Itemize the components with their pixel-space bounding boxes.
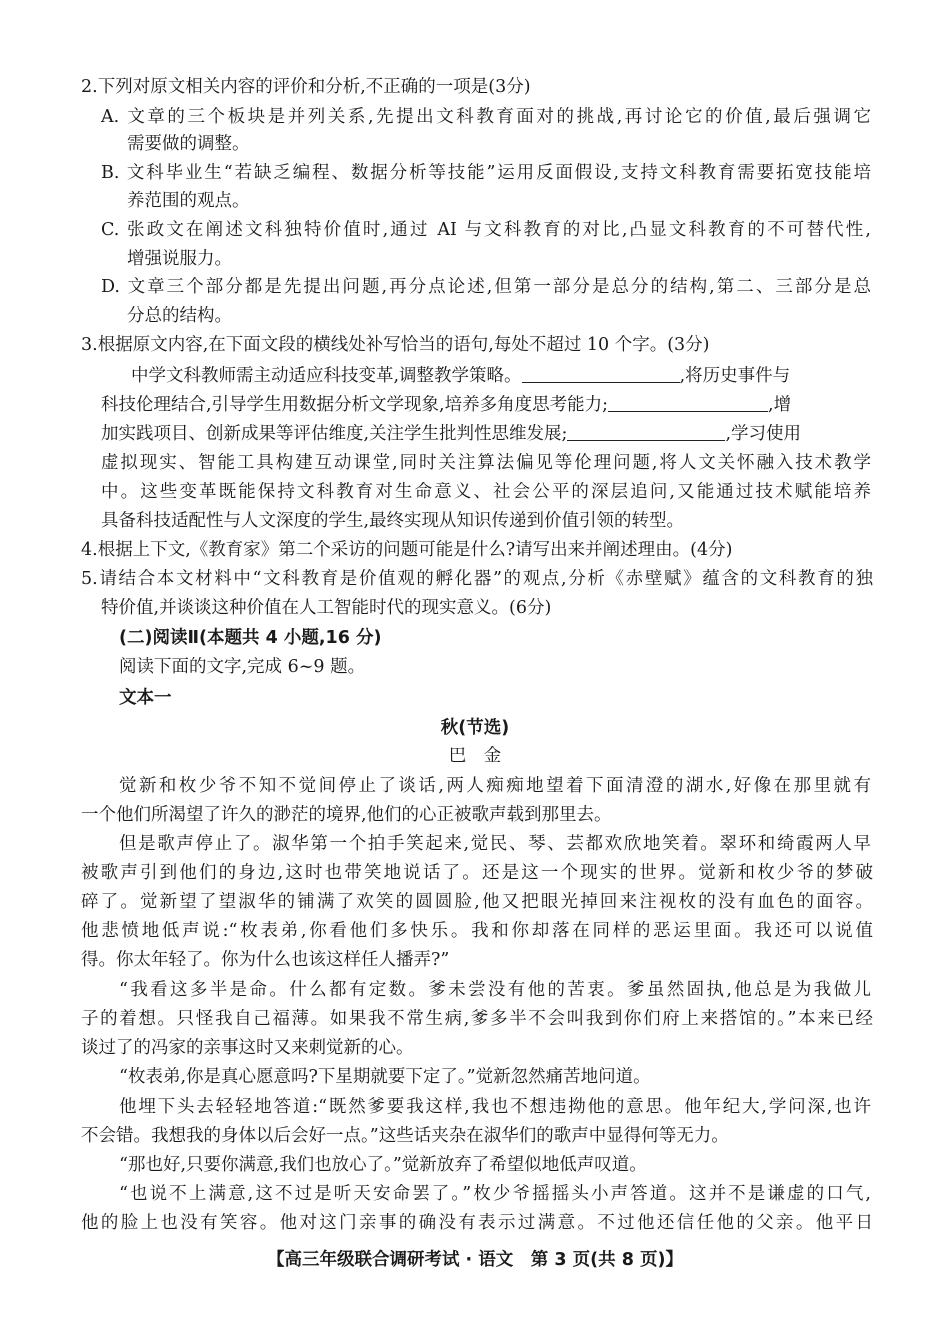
section-heading: (二)阅读Ⅱ(本题共 4 小题,16 分): [119, 628, 382, 648]
q5-stem: 5.请结合本文材料中“文科教育是价值观的孵化器”的观点,分析《赤壁赋》蕴含的文科教育的独: [81, 569, 873, 589]
q3-text: ,学习使用: [725, 424, 802, 444]
q3-para-line: [101, 420, 801, 449]
story-line: “也说不上满意,这不过是听天安命罢了。”枚少爷摇摇头小声答道。这并不是谦虚的口气,: [119, 1184, 871, 1204]
story-line: 不会错。我想我的身体以后会好一点。”这些话夹杂在淑华们的歌声中显得何等无力。: [81, 1126, 729, 1146]
q2-option-c: C. 张政文在阐述文科独特价值时,通过 AI 与文科教育的对比,凸显文科教育的不可替代性,: [101, 220, 871, 240]
story-author: 巴 金: [448, 746, 502, 766]
story-line: 谈过了的冯家的亲事这时又来刺觉新的心。: [81, 1038, 414, 1058]
q3-text: ,增: [768, 395, 792, 415]
story-line: 但是歌声停止了。淑华第一个拍手笑起来,觉民、琴、芸都欢欣地笑着。翠环和绮霞两人早: [119, 834, 871, 854]
story-line: 被歌声引到他们的身边,这时也带笑地说话了。还是这一个现实的世界。觉新和枚少爷的梦破: [81, 863, 873, 883]
q3-text: 中学文科教师需主动适应科技变革,调整教学策略。: [131, 366, 522, 386]
answer-blank-2[interactable]: [608, 393, 768, 412]
text-one-label: 文本一: [119, 688, 172, 708]
answer-blank-1[interactable]: [522, 364, 680, 383]
q3-para-line: [131, 362, 790, 391]
story-line: 子的着想。只怪我自己福薄。如果我不常生病,爹多半不会叫我到你们府上来搭馆的。”本来已经: [81, 1009, 873, 1029]
story-title: 秋(节选): [440, 718, 510, 738]
q2-option-b-cont: 养范围的观点。: [127, 191, 250, 211]
story-line: 觉新和枚少爷不知不觉间停止了谈话,两人痴痴地望着下面清澄的湖水,好像在那里就有: [119, 776, 871, 796]
q2-option-a-cont: 需要做的调整。: [127, 134, 250, 154]
story-line: “那也好,只要你满意,我们也放心了。”觉新放弃了希望似地低声叹道。: [119, 1155, 647, 1175]
story-line: 一个他们所渴望了许久的渺茫的境界,他们的心正被歌声载到那里去。: [81, 805, 612, 825]
q3-stem: 3.根据原文内容,在下面文段的横线处补写恰当的语句,每处不超过 10 个字。(3分): [81, 335, 710, 355]
page-footer: 【高三年级联合调研考试 · 语文 第 3 页(共 8 页)】: [266, 1250, 684, 1270]
story-line: 他埋下头去轻轻地答道:“既然爹要我这样,我也不想违拗他的意思。他年纪大,学问深,也许: [119, 1097, 871, 1117]
story-line: 得。你太年轻了。你为什么也该这样任人播弄?”: [81, 950, 450, 970]
q3-text: 科技伦理结合,引导学生用数据分析文学现象,培养多角度思考能力;: [101, 395, 609, 415]
q2-option-a: A. 文章的三个板块是并列关系,先提出文科教育面对的挑战,再讨论它的价值,最后强调它: [101, 107, 871, 127]
q3-para-line: [101, 391, 791, 420]
q3-para-line: 具备科技适配性与人文深度的学生,最终实现从知识传递到价值引领的转型。: [101, 511, 685, 531]
q3-text: ,将历史事件与: [679, 366, 791, 386]
q3-para-line: 虚拟现实、智能工具构建互动课堂,同时关注算法偏见等伦理问题,将人文关怀融入技术教学: [101, 453, 871, 473]
story-line: 碎了。觉新望了望淑华的铺满了欢笑的圆圆脸,他又把眼光掉回来注视枚的没有血色的面容。: [81, 892, 873, 912]
q3-para-line: 中。这些变革既能保持文科教育对生命意义、社会公平的深层追问,又能通过技术赋能培养: [101, 482, 871, 502]
q2-option-c-cont: 增强说服力。: [127, 249, 232, 269]
section-instruction: 阅读下面的文字,完成 6~9 题。: [119, 657, 366, 677]
q3-text: 加实践项目、创新成果等评估维度,关注学生批判性思维发展;: [101, 424, 568, 444]
q2-option-d: D. 文章三个部分都是先提出问题,再分点论述,但第一部分是总分的结构,第二、三部分是总: [101, 277, 871, 297]
story-line: 他悲愤地低声说:“枚表弟,你看他们多快乐。我和你却落在同样的恶运里面。我还可以说值: [81, 921, 873, 941]
answer-blank-3[interactable]: [567, 422, 725, 441]
q5-stem-cont: 特价值,并谈谈这种价值在人工智能时代的现实意义。(6分): [101, 598, 552, 618]
story-line: “我看这多半是命。什么都有定数。爹未尝没有他的苦衷。爹虽然固执,他总是为我做儿: [119, 980, 871, 1000]
story-line: 他的脸上也没有笑容。他对这门亲事的确没有表示过满意。不过他还信任他的父亲。他平日: [81, 1213, 873, 1233]
q2-stem: 2.下列对原文相关内容的评价和分析,不正确的一项是(3分): [81, 77, 531, 97]
q2-option-d-cont: 分总的结构。: [127, 306, 232, 326]
q4-stem: 4.根据上下文,《教育家》第二个采访的问题可能是什么?请写出来并阐述理由。(4分): [81, 540, 733, 560]
story-line: “枚表弟,你是真心愿意吗?下星期就要下定了。”觉新忽然痛苦地问道。: [119, 1067, 651, 1087]
q2-option-b: B. 文科毕业生“若缺乏编程、数据分析等技能”运用反面假设,支持文科教育需要拓宽技能培: [101, 163, 871, 183]
